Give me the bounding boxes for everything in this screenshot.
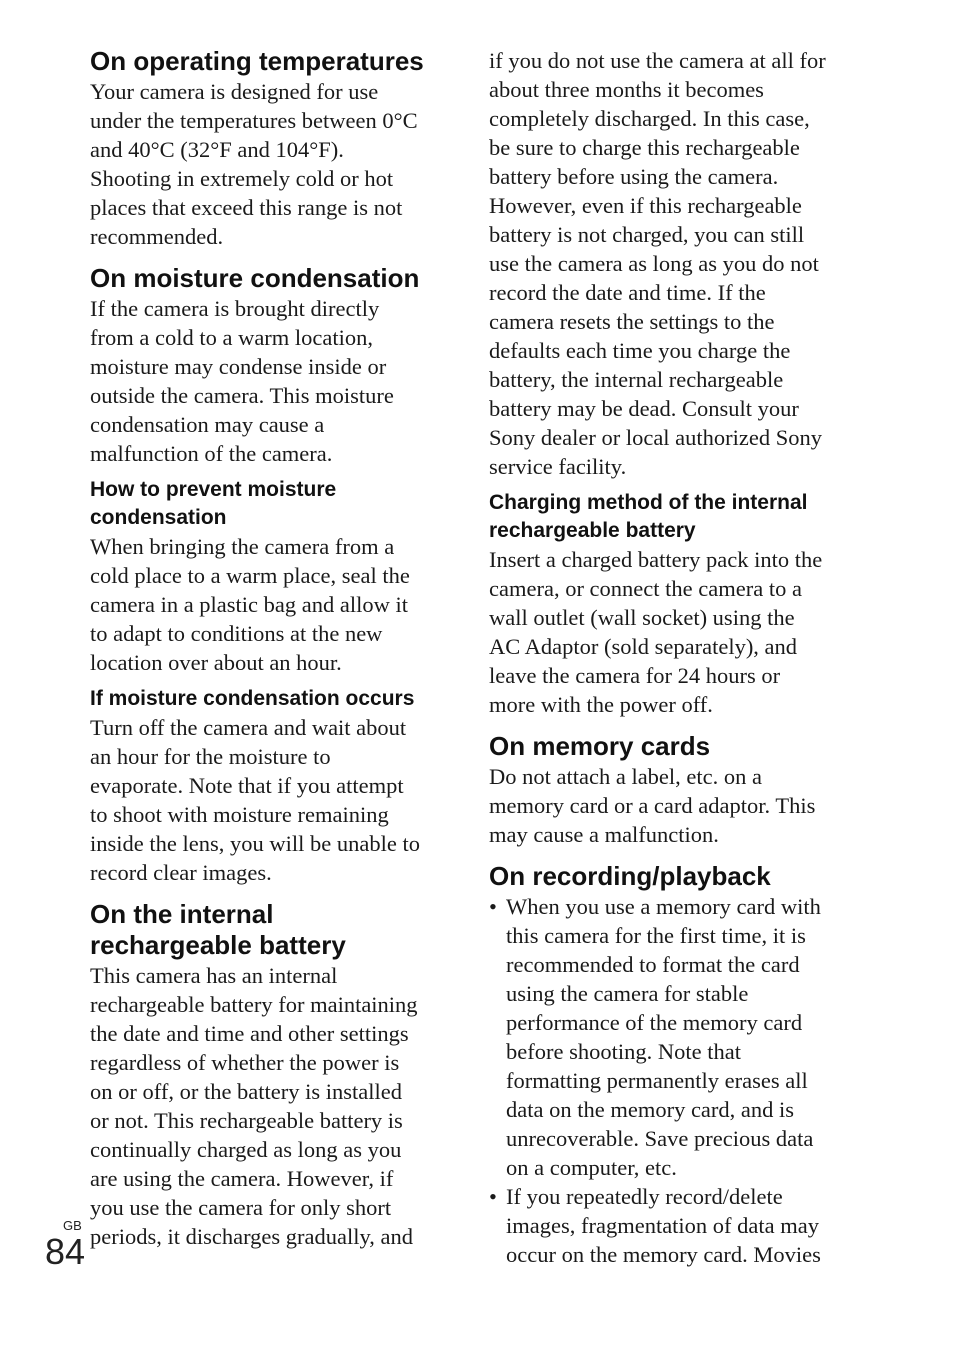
paragraph-moisture-condensation: If the camera is brought directly from a cold to a warm location, moisture may condense inside or outside the camera. This moisture condensation may cause a malfunction of the camera. — [90, 296, 394, 466]
page-number: 84 — [45, 1231, 86, 1272]
bullet-icon: • — [489, 894, 497, 919]
recording-bullet-list — [489, 892, 841, 1269]
right-column — [489, 46, 841, 1269]
heading-recording-playback: On recording/playback — [489, 861, 771, 891]
paragraph-memory-cards: Do not attach a label, etc. on a memory card or a card adaptor. This may cause a malfunction. — [489, 764, 816, 847]
bullet-text-format-card: When you use a memory card with this camera for the first time, it is recommended to format the card using the camera for stable performance of the memory card before shooting. Note that formatting permanently erases all data on the memory card, and is unrecoverable. Save precious data on a computer, etc. — [506, 894, 821, 1180]
left-column — [90, 46, 442, 1251]
paragraph-operating-temperatures: Your camera is designed for use under the temperatures between 0°C and 40°C (32°F and 104°F). Shooting in extremely cold or hot places that exceed this range is not recommended. — [90, 79, 418, 249]
bullet-item-fragmentation — [489, 1182, 841, 1269]
bullet-text-fragmentation: If you repeatedly record/delete images, fragmentation of data may occur on the memory card. Movies — [506, 1184, 821, 1267]
heading-memory-cards: On memory cards — [489, 731, 711, 761]
bullet-icon: • — [489, 1184, 497, 1209]
paragraph-moisture-occurs: Turn off the camera and wait about an hour for the moisture to evaporate. Note that if you attempt to shoot with moisture remaining inside the lens, you will be unable to record clear images. — [90, 715, 420, 885]
paragraph-prevent-moisture: When bringing the camera from a cold place to a warm place, seal the camera in a plastic bag and allow it to adapt to conditions at the new location over about an hour. — [90, 534, 410, 675]
region-code: GB — [63, 1218, 82, 1233]
bullet-item-format-card — [489, 892, 841, 1182]
subheading-moisture-occurs: If moisture condensation occurs — [90, 687, 415, 710]
paragraph-internal-battery-continued: if you do not use the camera at all for about three months it becomes completely discharged. In this case, be sure to charge this rechargeable battery before using the camera. However, even if this rechargeable battery is not charged, you can still use the camera as long as you do not record the date and time. If the camera resets the settings to the defaults each time you charge the battery, the internal rechargeable battery may be dead. Consult your Sony dealer or local authorized Sony service facility. — [489, 48, 826, 479]
subheading-prevent-moisture: How to prevent moisture condensation — [90, 478, 337, 529]
subheading-charging-method: Charging method of the internal rechargeable battery — [489, 491, 808, 542]
heading-operating-temperatures: On operating temperatures — [90, 46, 424, 76]
paragraph-internal-battery: This camera has an internal rechargeable battery for maintaining the date and time and other settings regardless of whether the power is on or off, or the battery is installed or not. This rechargeable battery is continually charged as long as you are using the camera. However, if you use the camera for only short periods, it discharges gradually, and — [90, 963, 418, 1249]
heading-moisture-condensation: On moisture condensation — [90, 263, 420, 293]
heading-internal-battery: On the internal rechargeable battery — [90, 899, 346, 960]
paragraph-charging-method: Insert a charged battery pack into the camera, or connect the camera to a wall outlet (wall socket) using the AC Adaptor (sold separately), and leave the camera for 24 hours or more with the power off. — [489, 547, 823, 717]
